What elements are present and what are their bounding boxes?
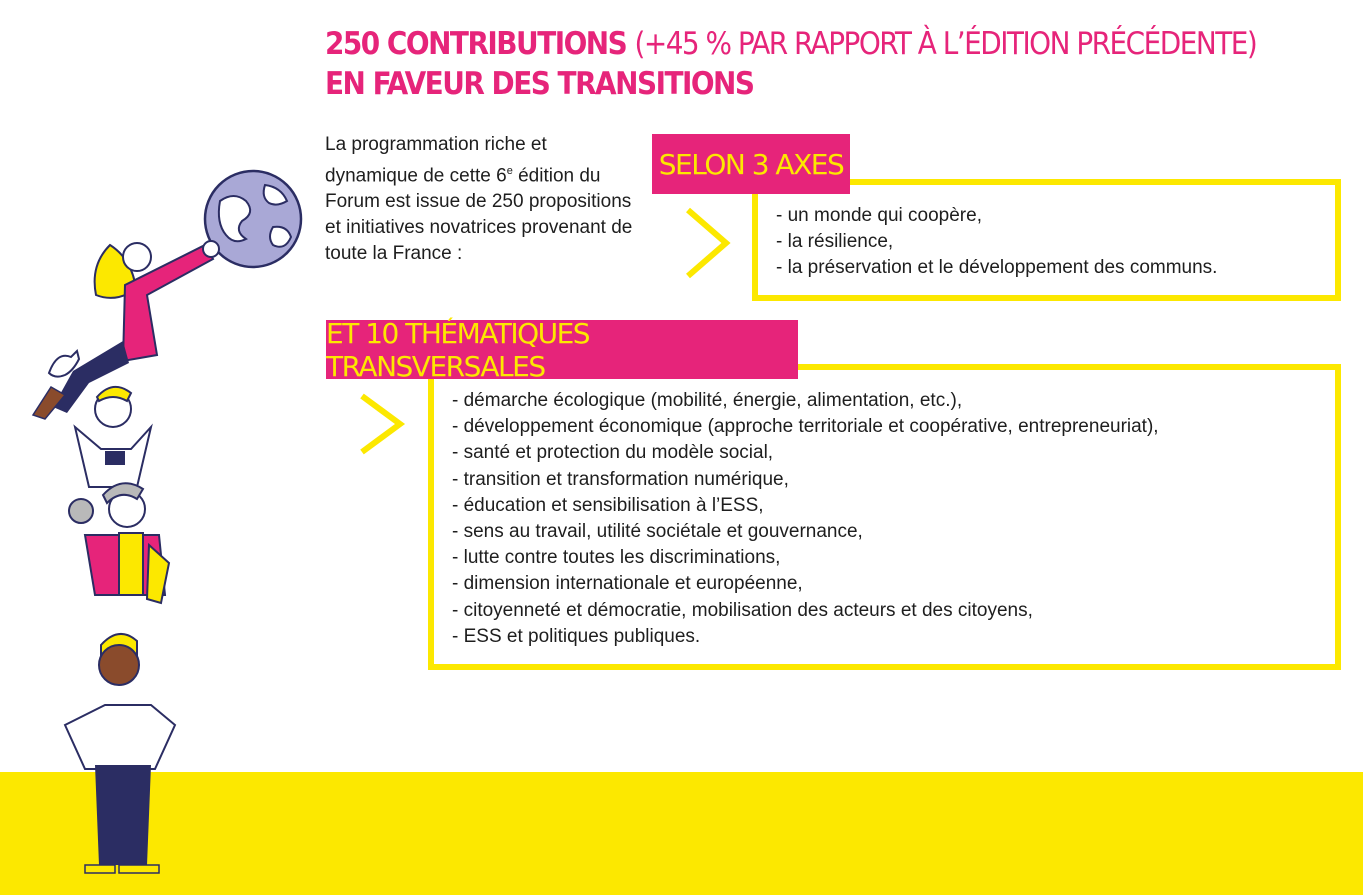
theme-item: - développement économique (approche territoriale et coopérative, entrepreneuriat), <box>452 416 1159 438</box>
person-bottom <box>65 634 175 873</box>
theme-item: - démarche écologique (mobilité, énergie, alimentation, etc.), <box>452 390 963 411</box>
theme-item: - éducation et sensibilisation à l’ESS, <box>452 494 764 516</box>
axis-item: - la préservation et le développement des communs. <box>776 257 1218 279</box>
chevron-right-icon <box>358 392 408 456</box>
axis-item: - la résilience, <box>776 231 894 253</box>
theme-item: - citoyenneté et démocratie, mobilisation des acteurs et des citoyens, <box>452 599 1033 621</box>
theme-item: - dimension internationale et européenne, <box>452 573 803 595</box>
globe-icon <box>205 171 301 267</box>
page-title <box>325 24 1256 104</box>
axes-label: SELON 3 AXES <box>652 134 850 194</box>
theme-item: - transition et transformation numérique, <box>452 468 789 490</box>
title-line-2: EN FAVEUR DES TRANSITIONS <box>325 66 754 102</box>
theme-item: - lutte contre toutes les discriminations, <box>452 547 781 569</box>
person-third <box>69 483 169 603</box>
axis-item: - un monde qui coopère, <box>776 205 982 226</box>
person-second <box>75 387 151 487</box>
chevron-right-icon <box>684 206 734 280</box>
intro-paragraph: La programmation riche et dynamique de cette 6e édition du Forum est issue de 250 propositions et initiatives novatrices provenant de toute la France : <box>325 134 633 265</box>
theme-item: - ESS et politiques publiques. <box>452 625 701 647</box>
people-tower-illustration <box>15 165 315 885</box>
themes-label: ET 10 THÉMATIQUES TRANSVERSALES <box>326 320 798 379</box>
themes-list <box>452 388 1159 650</box>
theme-item: - santé et protection du modèle social, <box>452 442 774 464</box>
axes-list <box>776 203 1217 282</box>
title-line-1: 250 CONTRIBUTIONS (+45 % PAR RAPPORT À L’ÉDITION PRÉCÉDENTE) <box>325 26 1257 62</box>
theme-item: - sens au travail, utilité sociétale et gouvernance, <box>452 521 863 543</box>
